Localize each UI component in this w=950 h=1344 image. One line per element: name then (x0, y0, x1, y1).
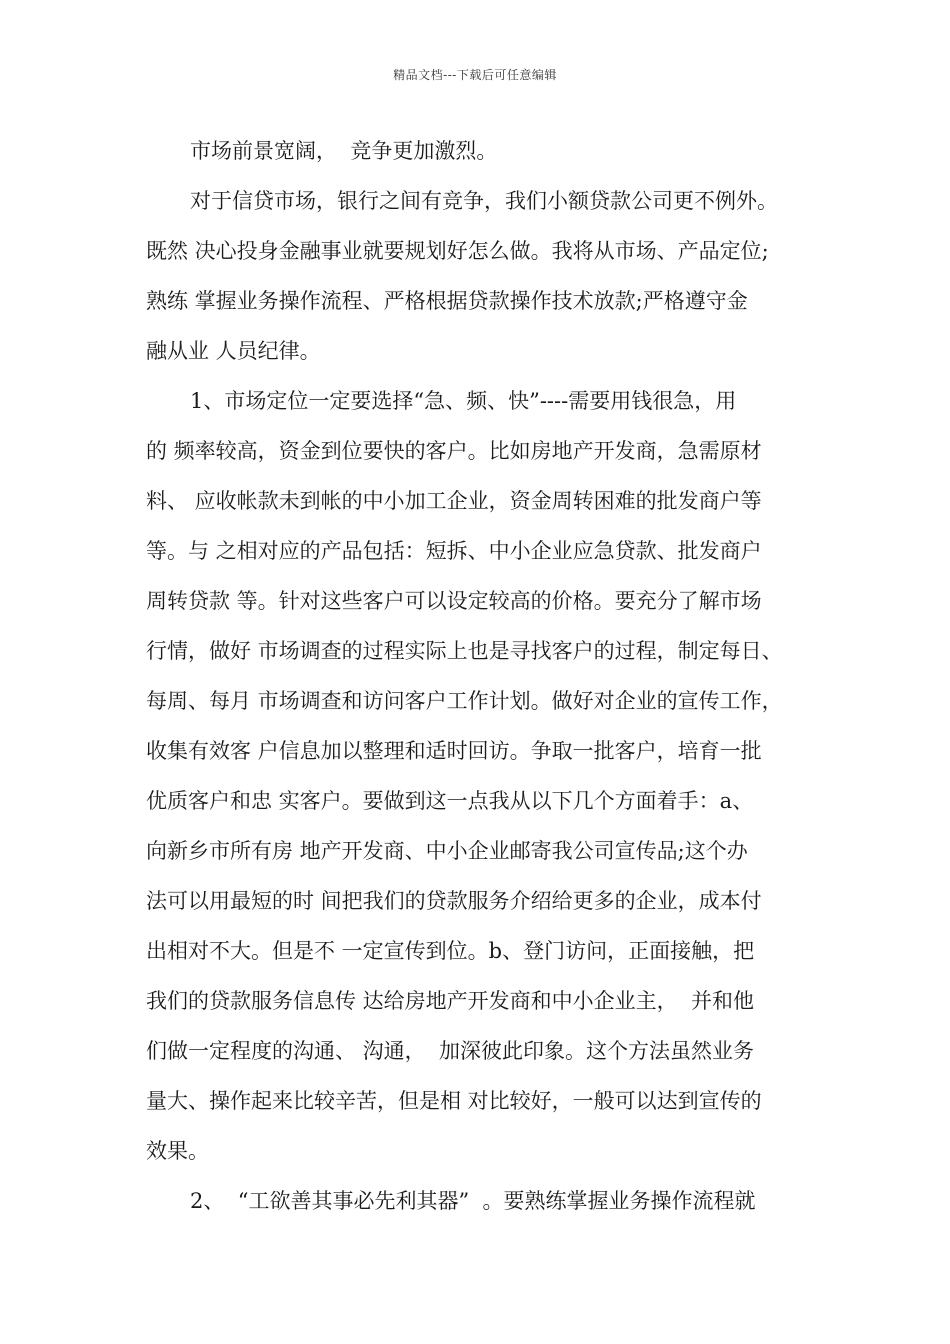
body-line: 熟练 掌握业务操作流程、严格根据贷款操作技术放款;严格遵守金 (146, 289, 748, 313)
body-line: 量大、操作起来比较辛苦，但是相 对比较好，一般可以达到宣传的 (146, 1089, 762, 1113)
body-line: 融从业 人员纪律。 (146, 339, 321, 363)
body-line: 料、 应收帐款未到帐的中小加工企业，资金周转困难的批发商户等 (146, 489, 762, 513)
body-line: 既然 决心投身金融事业就要规划好怎么做。我将从市场、产品定位; (146, 239, 769, 263)
body-line: 效果。 (146, 1139, 209, 1163)
body-line: 2、 “工欲善其事必先利其器” 。要熟练掌握业务操作流程就 (190, 1189, 756, 1213)
body-line: 等。与 之相对应的产品包括：短拆、中小企业应急贷款、批发商户 (146, 539, 762, 563)
body-line: 我们的贷款服务信息传 达给房地产开发商和中小企业主， 并和他 (146, 989, 755, 1013)
body-line: 出相对不大。但是不 一定宣传到位。b、登门访问，正面接触，把 (146, 939, 755, 963)
body-line: 行情，做好 市场调查的过程实际上也是寻找客户的过程，制定每日、 (146, 639, 783, 663)
page-header: 精品文档---下载后可任意编辑 (393, 68, 557, 82)
body-line: 的 频率较高，资金到位要快的客户。比如房地产开发商，急需原材 (146, 439, 762, 463)
body-line: 市场前景宽阔， 竞争更加激烈。 (190, 139, 498, 163)
body-line: 周转贷款 等。针对这些客户可以设定较高的价格。要充分了解市场 (146, 589, 762, 613)
body-line: 每周、每月 市场调查和访问客户工作计划。做好对企业的宣传工作， (146, 689, 783, 713)
body-line: 们做一定程度的沟通、 沟通， 加深彼此印象。这个方法虽然业务 (146, 1039, 755, 1063)
body-line: 优质客户和忠 实客户。要做到这一点我从以下几个方面着手：a、 (146, 789, 754, 813)
body-line: 收集有效客 户信息加以整理和适时回访。争取一批客户，培育一批 (146, 739, 762, 763)
body-line: 对于信贷市场，银行之间有竞争，我们小额贷款公司更不例外。 (190, 189, 778, 213)
body-line: 1、市场定位一定要选择“急、频、快”----需要用钱很急，用 (190, 389, 737, 413)
body-line: 向新乡市所有房 地产开发商、中小企业邮寄我公司宣传品;这个办 (146, 839, 748, 863)
body-line: 法可以用最短的时 间把我们的贷款服务介绍给更多的企业，成本付 (146, 889, 762, 913)
